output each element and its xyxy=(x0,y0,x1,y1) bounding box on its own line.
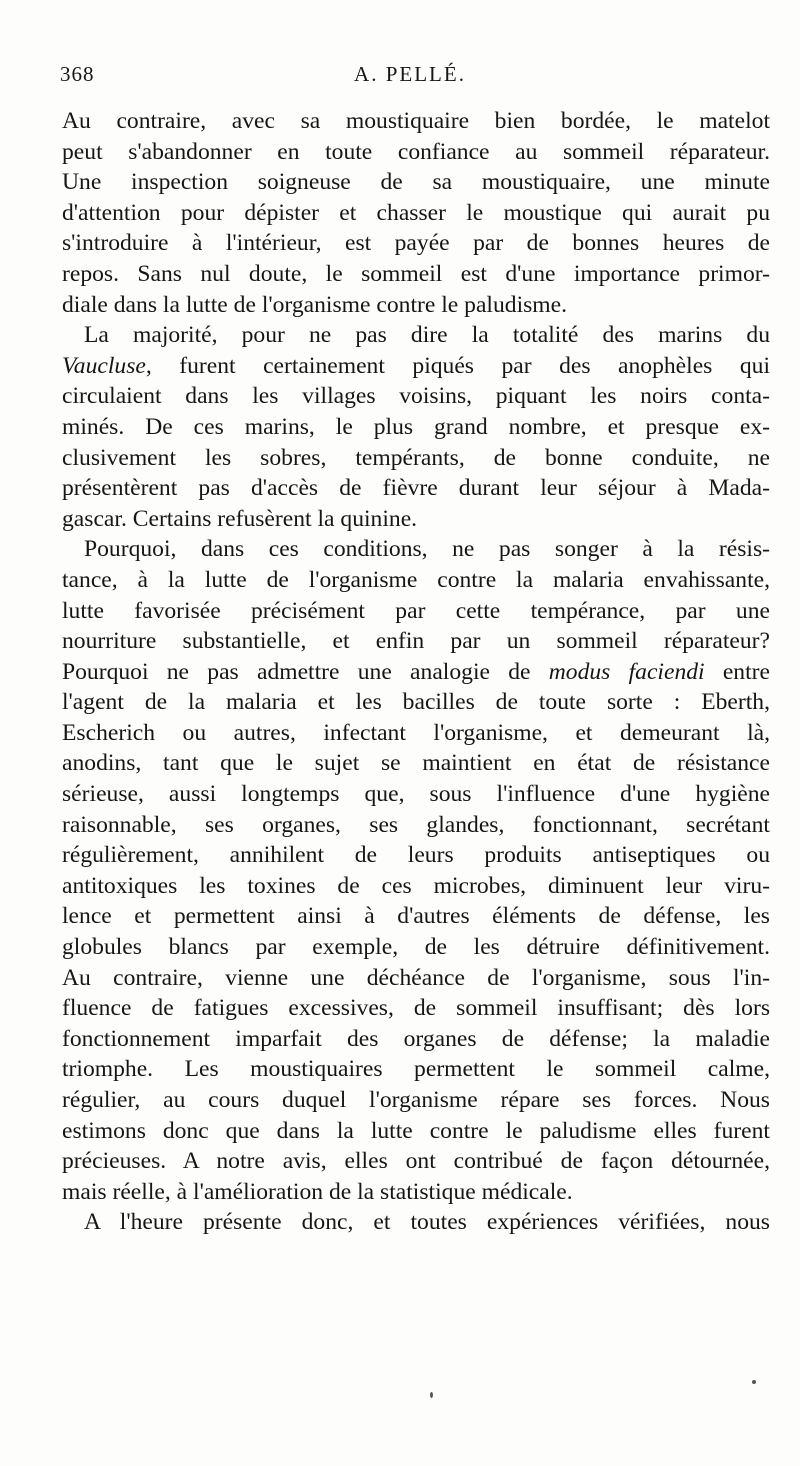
text-line: Vaucluse, furent certainement piqués par des anophèles qui xyxy=(62,352,770,379)
text-line: Escherich ou autres, infectant l'organisme, et demeurant là, xyxy=(62,719,770,746)
text-line: diale dans la lutte de l'organisme contre le paludisme. xyxy=(62,291,568,318)
text-line: raisonnable, ses organes, ses glandes, fonctionnant, secrétant xyxy=(62,811,770,838)
text-line: gascar. Certains refusèrent la quinine. xyxy=(62,505,418,532)
text-line: régulièrement, annihilent de leurs produits antiseptiques ou xyxy=(62,842,770,869)
text-line: sérieuse, aussi longtemps que, sous l'influence d'une hygiène xyxy=(62,781,770,808)
text-line: présentèrent pas d'accès de fièvre durant leur séjour à Mada- xyxy=(62,475,770,502)
text-line: nourriture substantielle, et enfin par un sommeil réparateur? xyxy=(62,628,770,655)
text-line: Au contraire, avec sa moustiquaire bien bordée, le matelot xyxy=(62,108,770,134)
text-line: l'agent de la malaria et les bacilles de toute sorte : Eberth, xyxy=(62,689,770,716)
page-number: 368 xyxy=(60,62,95,86)
text-line: minés. De ces marins, le plus grand nombre, et presque ex- xyxy=(62,413,770,440)
text-line: antitoxiques les toxines de ces microbes, diminuent leur viru- xyxy=(62,872,770,899)
running-head: A. PELLÉ. xyxy=(354,62,466,86)
page-header xyxy=(60,62,760,92)
text-line: lence et permettent ainsi à d'autres éléments de défense, les xyxy=(62,903,770,930)
text-line: Une inspection soigneuse de sa moustiquaire, une minute xyxy=(62,169,770,196)
text-line: fonctionnement imparfait des organes de défense; la maladie xyxy=(62,1025,770,1052)
text-line: A l'heure présente donc, et toutes expériences vérifiées, nous xyxy=(84,1209,770,1236)
print-speck xyxy=(752,1380,756,1384)
text-line: précieuses. A notre avis, elles ont contribué de façon détournée, xyxy=(62,1148,770,1175)
text-line: peut s'abandonner en toute confiance au sommeil réparateur. xyxy=(62,138,770,165)
print-speck xyxy=(430,1392,433,1398)
text-line: La majorité, pour ne pas dire la totalité des marins du xyxy=(84,322,770,349)
text-line: anodins, tant que le sujet se maintient en état de résistance xyxy=(62,750,770,777)
text-line: mais réelle, à l'amélioration de la statistique médicale. xyxy=(62,1178,573,1205)
text-line: s'introduire à l'intérieur, est payée par de bonnes heures de xyxy=(62,230,770,257)
text-line: repos. Sans nul doute, le sommeil est d'une importance primor- xyxy=(62,260,770,287)
text-line: estimons donc que dans la lutte contre le paludisme elles furent xyxy=(62,1117,770,1144)
text-line: lutte favorisée précisément par cette tempérance, par une xyxy=(62,597,770,624)
text-line: régulier, au cours duquel l'organisme répare ses forces. Nous xyxy=(62,1087,770,1113)
text-line: fluence de fatigues excessives, de sommeil insuffisant; dès lors xyxy=(62,995,770,1022)
body-text xyxy=(62,106,770,1238)
text-line: d'attention pour dépister et chasser le moustique qui aurait pu xyxy=(62,199,770,226)
text-line: tance, à la lutte de l'organisme contre la malaria envahissante, xyxy=(62,566,770,593)
text-line: circulaient dans les villages voisins, piquant les noirs conta- xyxy=(62,383,770,410)
text-line: triomphe. Les moustiquaires permettent le sommeil calme, xyxy=(62,1056,770,1083)
text-line: Pourquoi, dans ces conditions, ne pas songer à la résis- xyxy=(84,536,770,563)
text-line: globules blancs par exemple, de les détruire définitivement. xyxy=(62,934,770,961)
text-line: Pourquoi ne pas admettre une analogie de modus faciendi entre xyxy=(62,658,770,685)
text-line: clusivement les sobres, tempérants, de bonne conduite, ne xyxy=(62,444,770,471)
text-line: Au contraire, vienne une déchéance de l'organisme, sous l'in- xyxy=(62,964,770,991)
